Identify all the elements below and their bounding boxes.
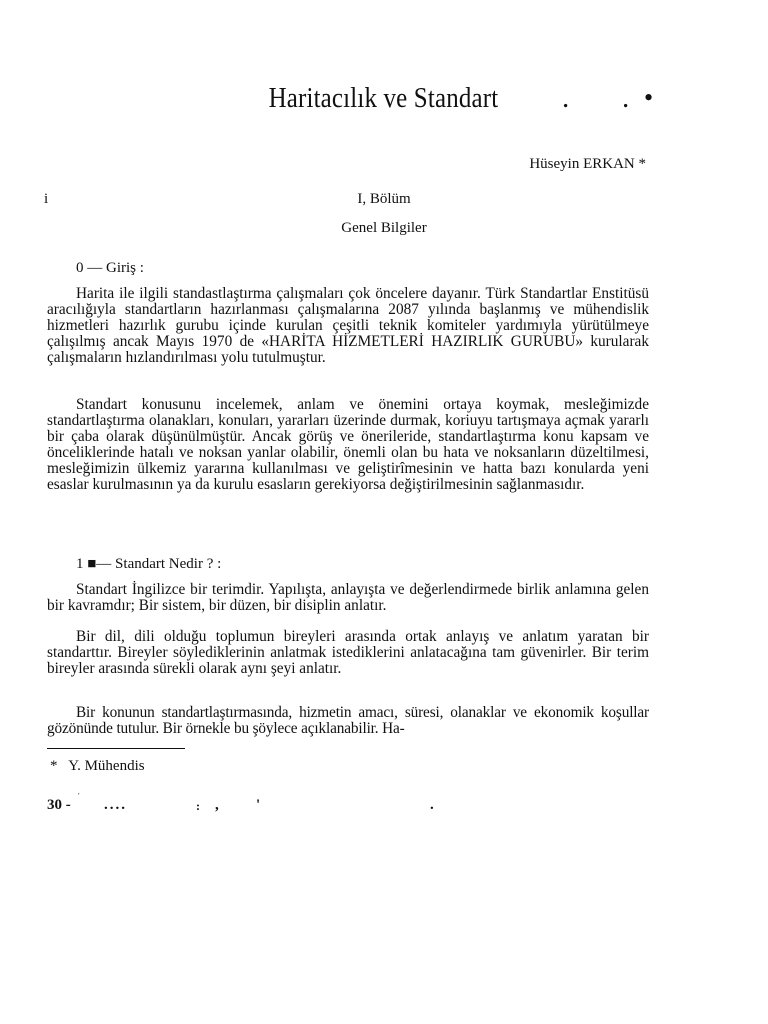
- title-mark-dot-1: .: [562, 82, 570, 114]
- title-mark-dot-2: .: [622, 82, 630, 114]
- footnote: * Y. Mühendis: [50, 758, 145, 774]
- scan-mark-dot: .: [430, 797, 434, 813]
- paragraph: Standart İngilizce bir terimdir. Yapılışta, anlayışta ve değerlendirmede birlik anlamına gelen bir kavramdır; Bir sistem, bir düzen, bir disiplin anlatır.: [47, 581, 649, 614]
- section-number: I, Bölüm: [357, 191, 411, 207]
- title-mark-bullet: •: [644, 83, 654, 112]
- paragraph: Bir konunun standartlaştırmasında, hizmetin amacı, süresi, olanaklar ve ekonomik koşullar gözönünde tutulur. Bir örnekle bu şöylece açıklanabilir. Ha-: [47, 704, 649, 737]
- page-number-tick: ˈ: [77, 791, 81, 803]
- page-number: 30 -: [47, 797, 71, 813]
- stray-mark: i: [44, 191, 49, 207]
- scan-mark-quote: ': [256, 797, 261, 813]
- section-title: Genel Bilgiler: [341, 220, 427, 236]
- scan-mark-dots: ....: [104, 797, 127, 813]
- paragraph: Standart konusunu incelemek, anlam ve önemini ortaya koymak, mesleğimizde standartlaştırma olanakları, konuları, yararları üzerinde durmak, koriuyu tartışmaya açmak yararlı bir çaba olarak düşünülmüştür. Ancak görüş ve önerileride, standartlaştırma konu kapsam ve önceliklerinde hatalı ve noksan yanlar olabilir, önemli olan bu hata ve noksanların düzeltilmesi, mesleğimizin ülkemiz yararına kullanılması ve geliştirîmesinin ve hatta bazı konularda yeni esaslar kurulmasının ya da kurulu esasların gerekiyorsa değiştirilmesinin sağlanmasıdır.: [47, 396, 649, 493]
- paragraph: Harita ile ilgili standastlaştırma çalışmaları çok öncelere dayanır. Türk Standartlar Enstitüsü aracılığıyla standartların hazırlanması çalışmalarına 2087 yılında başlanmış ve mühendislik hizmetleri hazırlık gurubu içinde kurulan çeşitli teknik komiteler yardımıyla yürütülmeye çalışılmış ancak Mayıs 1970 de «HARİTA HİZMETLERİ HAZIRLIK GURUBU» kurularak çalışmaların hızlandırılması yolu tutulmuştur.: [47, 285, 649, 366]
- scan-mark-colon: :: [196, 799, 200, 813]
- document-title: Haritacılık ve Standart: [268, 82, 499, 114]
- heading-what-is-standard: 1 ■— Standart Nedir ? :: [76, 556, 222, 572]
- author-name: Hüseyin ERKAN *: [529, 156, 646, 172]
- scan-mark-comma: ,: [215, 797, 219, 813]
- footnote-rule: [47, 748, 185, 749]
- heading-intro: 0 — Giriş :: [76, 260, 144, 276]
- paragraph: Bir dil, dili olduğu toplumun bireyleri arasında ortak anlayış ve anlatım yaratan bir standarttır. Bireyler söylediklerinin anlatmak istediklerini anlatacağına tam güvenirler. Bir terim bireyler arasında sürekli olarak aynı şeyi anlatır.: [47, 628, 649, 677]
